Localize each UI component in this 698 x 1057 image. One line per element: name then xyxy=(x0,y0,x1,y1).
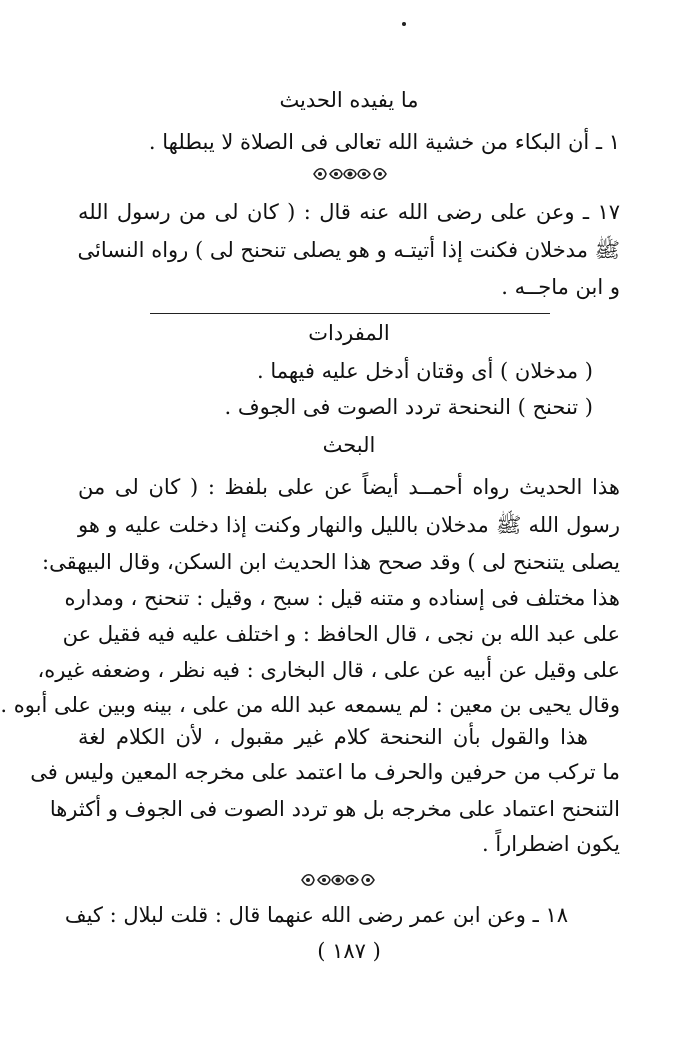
section-rule xyxy=(150,313,550,314)
heading-discussion: البحث xyxy=(322,433,376,457)
discussion-para2-line-3: التنحنح اعتماد على مخرجه بل هو تردد الصوت فى الجوف و أكثرها xyxy=(49,797,620,821)
discussion-para2-line-1: هذا والقول بأن النحنحة كلام غير مقبول ، لأن الكلام لغة xyxy=(78,725,588,749)
discussion-para2-line-4: يكون اضطراراً . xyxy=(481,832,620,856)
discussion-line-7: وقال يحيى بن معين : لم يسمعه عبد الله من على ، بينه وبين على أبوه . xyxy=(0,693,620,717)
discussion-line-2: رسول الله ﷺ مدخلان بالليل والنهار وكنت إذا دخلت عليه و هو xyxy=(78,513,620,537)
ornament-divider-icon xyxy=(298,870,378,890)
vocab-item-2: ( تنحنح ) النحنحة تردد الصوت فى الجوف . xyxy=(224,395,593,419)
discussion-line-4: هذا مختلف فى إسناده و متنه قيل : سبح ، وقيل : تنحنح ، ومداره xyxy=(64,586,620,610)
heading-hadith-benefits: ما يفيده الحديث xyxy=(279,88,419,112)
hadith-17-line-1: ١٧ ـ وعن على رضى الله عنه قال : ( كان لى من رسول الله xyxy=(78,200,620,224)
hadith-17-line-2: ﷺ مدخلان فكنت إذا أتيتـه و هو يصلى تنحنح لى ) رواه النسائى xyxy=(77,238,620,262)
page-dot xyxy=(402,22,406,26)
discussion-para2-line-2: ما تركب من حرفين والحرف ما اعتمد على مخرجه المعين وليس فى xyxy=(30,760,620,784)
ornament-divider-icon xyxy=(310,164,390,184)
hadith-18-line-1: ١٨ ـ وعن ابن عمر رضى الله عنهما قال : قلت لبلال : كيف xyxy=(64,903,568,927)
point-1: ١ ـ أن البكاء من خشية الله تعالى فى الصلاة لا يبطلها . xyxy=(148,130,620,154)
discussion-line-6: على وقيل عن أبيه عن على ، قال البخارى : فيه نظر ، وضعفه غيره، xyxy=(37,658,620,682)
vocab-item-1: ( مدخلان ) أى وقتان أدخل عليه فيهما . xyxy=(256,359,593,383)
discussion-line-5: على عبد الله بن نجى ، قال الحافظ : و اختلف عليه فيه فقيل عن xyxy=(62,622,620,646)
discussion-line-3: يصلى يتنحنح لى ) وقد صحح هذا الحديث ابن السكن، وقال البيهقى: xyxy=(42,550,620,574)
heading-vocabulary: المفردات xyxy=(308,321,390,345)
page-number: ( ١٨٧ ) xyxy=(317,939,381,963)
discussion-line-1: هذا الحديث رواه أحمــد أيضاً عن على بلفظ : ( كان لى من xyxy=(78,475,620,499)
hadith-17-line-3: و ابن ماجــه . xyxy=(501,275,620,299)
